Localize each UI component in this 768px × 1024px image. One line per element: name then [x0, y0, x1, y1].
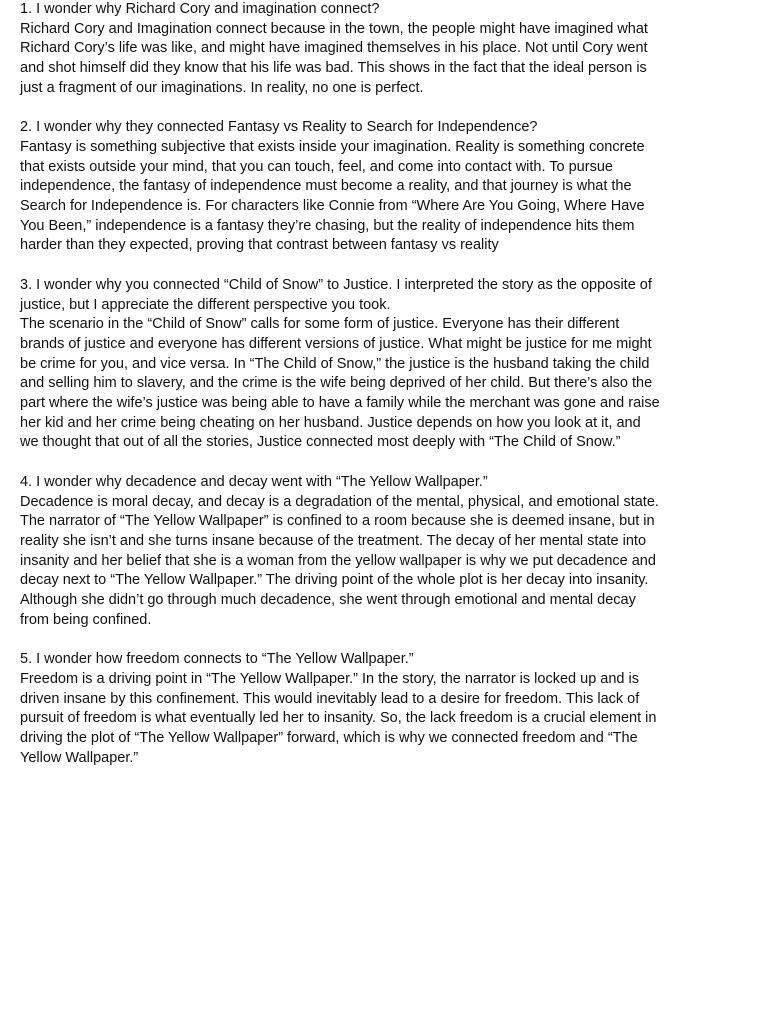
section-2-answer-line: that exists outside your mind, that you can touch, feel, and come into contact with. To pursue	[20, 158, 613, 175]
section-4-answer-line: from being confined.	[20, 611, 152, 628]
section-4-question: 4. I wonder why decadence and decay went with “The Yellow Wallpaper.”	[20, 473, 488, 490]
section-5-answer-line: driven insane by this confinement. This would inevitably lead to a desire for freedom. This lack of	[20, 690, 640, 707]
section-5	[20, 650, 755, 768]
section-4-answer-line: decay next to “The Yellow Wallpaper.” The driving point of the whole plot is her decay into insanity.	[20, 572, 649, 589]
document-body	[20, 0, 755, 788]
section-5-answer-line: Yellow Wallpaper.”	[20, 749, 139, 766]
section-1-question: 1. I wonder why Richard Cory and imagination connect?	[20, 1, 380, 17]
section-2	[20, 118, 755, 256]
section-1-answer-line: and shot himself did they know that his life was bad. This shows in the fact that the ideal person is	[20, 60, 647, 77]
section-4	[20, 473, 755, 631]
section-3-answer-line: her kid and her crime being cheating on her husband. Justice depends on how you look at it, and	[20, 414, 641, 431]
section-1-answer-line: Richard Cory’s life was like, and might have imagined themselves in his place. Not until Cory went	[20, 40, 648, 57]
section-4-answer-line: Decadence is moral decay, and decay is a degradation of the mental, physical, and emotional state.	[20, 493, 659, 510]
section-2-answer-line: independence, the fantasy of independence must become a reality, and that journey is what the	[20, 178, 632, 195]
section-1-answer-line: Richard Cory and Imagination connect because in the town, the people might have imagined what	[20, 20, 648, 37]
section-2-answer-line: Fantasy is something subjective that exists inside your imagination. Reality is something concrete	[20, 138, 645, 155]
section-5-question: 5. I wonder how freedom connects to “The Yellow Wallpaper.”	[20, 651, 414, 668]
section-3-answer-line: brands of justice and everyone has different versions of justice. What might be justice for me might	[20, 335, 652, 352]
section-2-answer-line: You Been,” independence is a fantasy they’re chasing, but the reality of independence hits them	[20, 217, 635, 234]
section-2-answer-line: Search for Independence is. For characters like Connie from “Where Are You Going, Where Have	[20, 198, 645, 215]
section-2-question: 2. I wonder why they connected Fantasy vs Reality to Search for Independence?	[20, 119, 538, 136]
section-5-answer-line: Freedom is a driving point in “The Yellow Wallpaper.” In the story, the narrator is locked up and is	[20, 670, 639, 687]
section-3-answer-line: The scenario in the “Child of Snow” calls for some form of justice. Everyone has their different	[20, 316, 620, 333]
section-4-answer-line: Although she didn’t go through much decadence, she went through emotional and mental decay	[20, 592, 636, 609]
section-4-answer-line: reality she isn’t and she turns insane because of the treatment. The decay of her mental state into	[20, 532, 647, 549]
section-3-answer-line: part where the wife’s justice was being able to have a family while the merchant was gone and raise	[20, 395, 660, 412]
section-5-answer-line: pursuit of freedom is what eventually led her to insanity. So, the lack freedom is a crucial element in	[20, 710, 657, 727]
section-3	[20, 276, 755, 453]
section-3-question: 3. I wonder why you connected “Child of Snow” to Justice. I interpreted the story as the opposite of	[20, 276, 652, 293]
section-1	[20, 0, 755, 99]
section-3-answer-line: be crime for you, and vice versa. In “The Child of Snow,” the justice is the husband taking the child	[20, 355, 650, 372]
section-4-answer-line: The narrator of “The Yellow Wallpaper” is confined to a room because she is deemed insane, but in	[20, 513, 655, 530]
section-5-answer-line: driving the plot of “The Yellow Wallpaper” forward, which is why we connected freedom and “The	[20, 729, 638, 746]
section-1-answer-line: just a fragment of our imaginations. In reality, no one is perfect.	[20, 79, 424, 96]
section-2-answer-line: harder than they expected, proving that contrast between fantasy vs reality	[20, 237, 499, 254]
section-3-answer-line: and selling him to slavery, and the crime is the wife being deprived of her child. But there’s also the	[20, 375, 653, 392]
section-3-question: justice, but I appreciate the different perspective you took.	[20, 296, 391, 313]
section-4-answer-line: insanity and her belief that she is a woman from the yellow wallpaper is why we put decadence and	[20, 552, 656, 569]
section-3-answer-line: we thought that out of all the stories, Justice connected most deeply with “The Child of Snow.”	[20, 434, 621, 451]
